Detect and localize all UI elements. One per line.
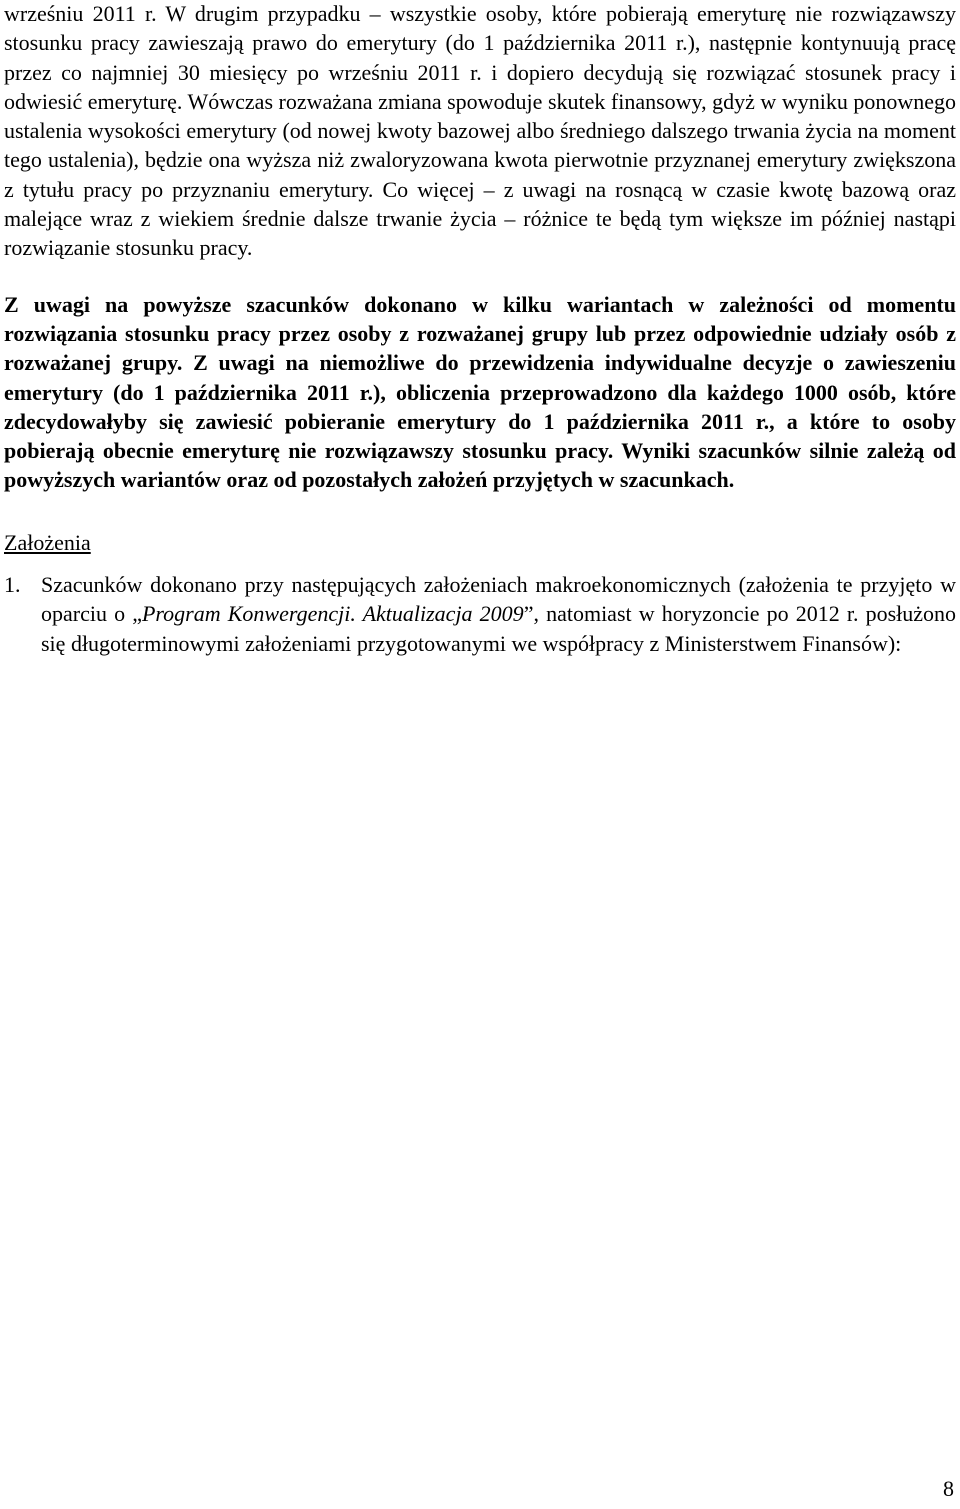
section-heading-zalozenia: Założenia [4, 529, 91, 555]
assumptions-list [4, 570, 956, 658]
document-page [4, 0, 956, 658]
paragraph-bold-summary: Z uwagi na powyższe szacunków dokonano w kilku wariantach w zależności od momentu rozwiązania stosunku pracy przez osoby z rozważanej grupy lub przez odpowiednie udziały osób z rozważanej grupy. Z uwagi na niemożliwe do przewidzenia indywidualne decyzje o zawieszeniu emerytury (do 1 października 2011 r.), obliczenia przeprowadzono dla każdego 1000 osób, które zdecydowałyby się zawiesić pobieranie emerytury do 1 października 2011 r., a które to osoby pobierają obecnie emeryturę nie rozwiązawszy stosunku pracy. Wyniki szacunków silnie zależą od powyższych wariantów oraz od pozostałych założeń przyjętych w szacunkach. [4, 291, 956, 493]
list-item-number: 1. [4, 572, 21, 598]
list-item-text [41, 570, 956, 658]
page-number: 8 [943, 1476, 954, 1501]
list-item-text-italic: Program Konwergencji. Aktualizacja 2009 [141, 601, 524, 627]
list-item [4, 570, 956, 658]
list-item-text-before: Szacunków dokonano przy następujących założeniach makroekonomicznych (założenia te przyjęto w oparciu o „ [41, 572, 956, 627]
list-item-text-after: ”, natomiast w horyzoncie po 2012 r. posłużono się długoterminowymi założeniami przygotowanymi we współpracy z Ministerstwem Finansów): [41, 601, 957, 656]
paragraph-continuation: wrześniu 2011 r. W drugim przypadku – wszystkie osoby, które pobierają emeryturę nie rozwiązawszy stosunku pracy zawieszają prawo do emerytury (do 1 października 2011 r.), następnie kontynuują pracę przez co najmniej 30 miesięcy po wrześniu 2011 r. i dopiero decydują się rozwiązać stosunek pracy i odwiesić emeryturę. Wówczas rozważana zmiana spowoduje skutek finansowy, gdyż w wyniku ponownego ustalenia wysokości emerytury (od nowej kwoty bazowej albo średniego dalszego trwania życia na moment tego ustalenia), będzie ona wyższa niż zwaloryzowana kwota pierwotnie przyznanej emerytury zwiększona z tytułu pracy po przyznaniu emerytury. Co więcej – z uwagi na rosnącą w czasie kwotę bazową oraz malejące wraz z wiekiem średnie dalsze trwanie życia – różnice te będą tym większe im później nastąpi rozwiązanie stosunku pracy. [4, 1, 956, 261]
